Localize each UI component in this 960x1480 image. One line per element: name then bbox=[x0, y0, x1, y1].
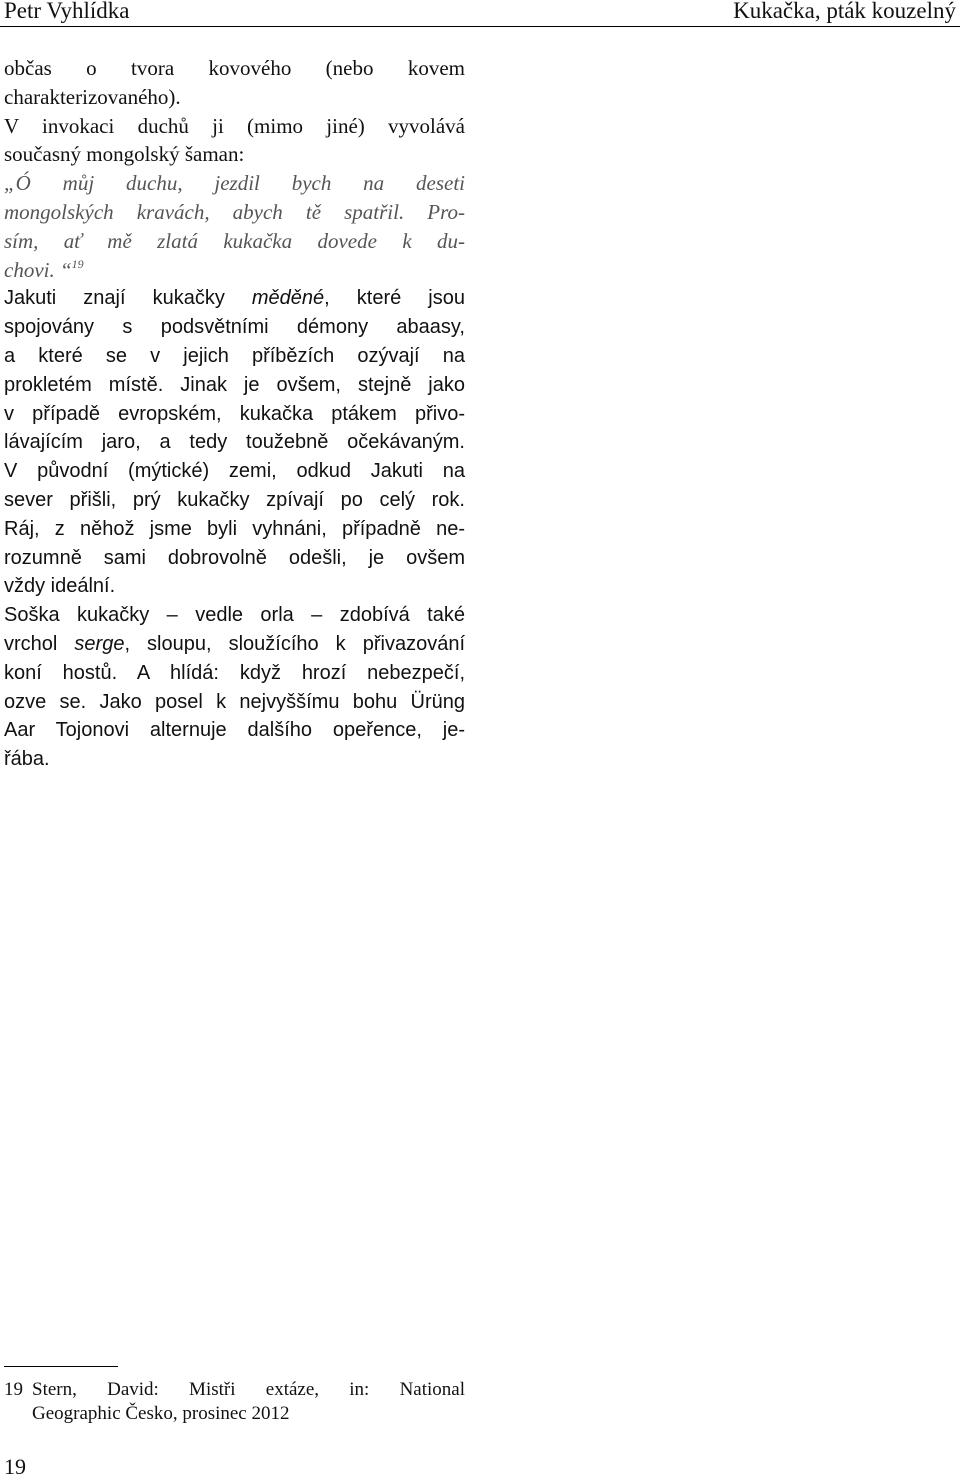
page-number: 19 bbox=[4, 1454, 26, 1479]
quote-line bbox=[4, 256, 465, 285]
quote-line: sím, ať mě zlatá kukačka dovede k du- bbox=[4, 228, 465, 253]
header-author: Petr Vyhlídka bbox=[4, 0, 130, 23]
text-line: lávajícím jaro, a tedy toužebně očekávaným. bbox=[4, 431, 465, 454]
text-span: vrchol bbox=[4, 632, 75, 655]
text-line: současný mongolský šaman: bbox=[4, 142, 245, 167]
page-header bbox=[0, 0, 960, 28]
footnote-rule bbox=[4, 1366, 118, 1367]
emphasis-span: serge bbox=[74, 632, 125, 655]
body-text bbox=[4, 54, 465, 774]
quote-line: „Ó můj duchu, jezdil bych na deseti bbox=[4, 171, 465, 196]
text-line: Aar Tojonovi alternuje dalšího opeřence, je- bbox=[4, 719, 465, 742]
text-span: , které jsou bbox=[324, 287, 465, 310]
text-span: , sloupu, sloužícího k přivazování bbox=[124, 632, 465, 655]
footnote-text bbox=[32, 1378, 465, 1426]
quote-close: “ bbox=[59, 257, 72, 282]
text-line: V původní (mýtické) zemi, odkud Jakuti na bbox=[4, 460, 465, 483]
text-line: V invokaci duchů ji (mimo jiné) vyvolává bbox=[4, 113, 465, 138]
text-line: koní hostů. A hlídá: když hrozí nebezpečí, bbox=[4, 661, 465, 684]
text-line: prokletém místě. Jinak je ovšem, stejně jako bbox=[4, 373, 465, 396]
text-line bbox=[4, 630, 465, 659]
text-line: spojovány s podsvětními démony abaasy, bbox=[4, 316, 465, 339]
text-line: sever přišli, prý kukačky zpívají po celý rok. bbox=[4, 488, 465, 511]
text-line bbox=[4, 284, 465, 313]
header-title: Kukačka, pták kouzelný bbox=[733, 0, 956, 23]
quote-line: mongolských kravách, abych tě spatřil. Pro- bbox=[4, 199, 465, 224]
text-line: vždy ideální. bbox=[4, 575, 116, 598]
text-line: řába. bbox=[4, 748, 50, 771]
text-span: Jakuti znají kukačky bbox=[4, 287, 252, 310]
quote-text: chovi. bbox=[4, 257, 55, 282]
text-line: v případě evropském, kukačka ptákem přivo- bbox=[4, 402, 465, 425]
footnote-ref[interactable]: 19 bbox=[71, 256, 84, 271]
emphasis-span: měděné bbox=[251, 287, 325, 310]
footnote-number: 19 bbox=[4, 1379, 23, 1400]
text-line: a které se v jejich příbězích ozývají na bbox=[4, 344, 465, 367]
text-line: rozumně sami dobrovolně odešli, je ovšem bbox=[4, 546, 465, 569]
text-line: charakterizovaného). bbox=[4, 84, 181, 109]
footnote-line: Geographic Česko, prosinec 2012 bbox=[32, 1403, 290, 1424]
header-rule bbox=[0, 26, 960, 27]
text-line: Ráj, z něhož jsme byli vyhnáni, případně ne- bbox=[4, 517, 465, 540]
footnote-line: Stern, David: Mistři extáze, in: National bbox=[32, 1379, 465, 1400]
text-line: občas o tvora kovového (nebo kovem bbox=[4, 56, 465, 80]
text-line: ozve se. Jako posel k nejvyššímu bohu Ürüng bbox=[4, 690, 465, 713]
text-line: Soška kukačky – vedle orla – zdobívá také bbox=[4, 604, 465, 627]
